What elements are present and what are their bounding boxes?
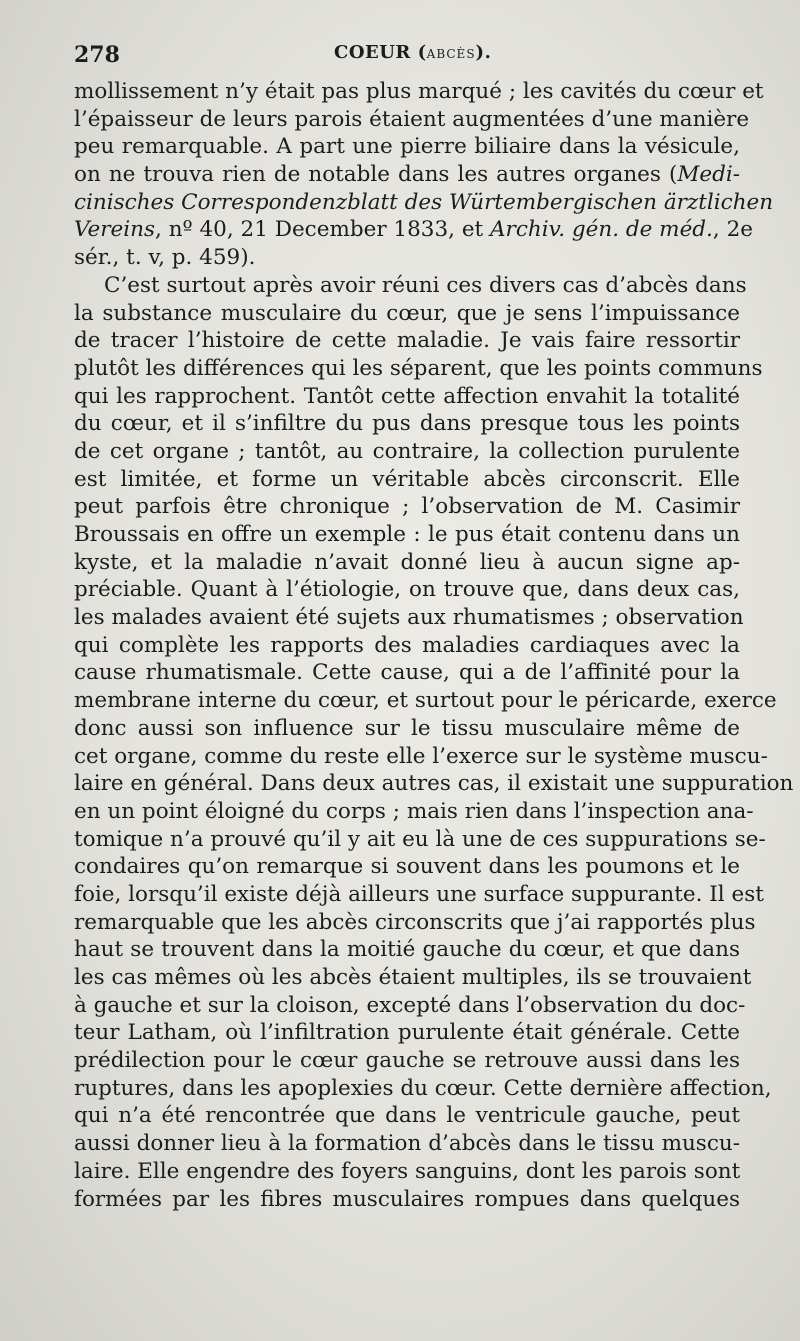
text-segment: on ne trouva rien de notable dans les autres organes ( [74,162,678,188]
page-number: 278 [74,42,120,68]
text-line [74,216,753,244]
text-line: haut se trouvent dans la moitié gauche du cœur, et que dans [74,937,740,963]
running-head-main: COEUR ( [334,42,427,63]
text-line: les malades avaient été sujets aux rhumatismes ; observation [74,605,744,631]
text-line: Broussais en offre un exemple : le pus était contenu dans un [74,522,740,547]
text-line: aussi donner lieu à la formation d’abcès dans le tissu muscu- [74,1131,740,1157]
text-line: teur Latham, où l’infiltration purulente était générale. Cette [74,1020,740,1046]
text-line: condaires qu’on remarque si souvent dans les poumons et le [74,854,740,880]
text-line: en un point éloigné du corps ; mais rien dans l’inspection ana- [74,798,754,824]
text-line: à gauche et sur la cloison, excepté dans l’observation du doc- [74,992,746,1018]
text-line: donc aussi son influence sur le tissu musculaire même de [74,715,740,741]
body-text [74,78,794,1213]
text-line: qui complète les rapports des maladies cardiaques avec la [74,632,740,658]
text-line: membrane interne du cœur, et surtout pour le péricarde, exerce [74,688,777,714]
text-line: laire. Elle engendre des foyers sanguins, dont les parois sont [74,1158,741,1184]
text-segment: , 2e [712,217,753,243]
text-line [74,161,740,189]
running-head-close: ). [475,42,492,63]
text-line: plutôt les différences qui les séparent, que les points communs [74,355,763,381]
text-line: cet organe, comme du reste elle l’exerce sur le système muscu- [74,743,768,769]
text-line: laire en général. Dans deux autres cas, il existait une suppuration [74,771,794,797]
text-line: qui n’a été rencontrée que dans le ventricule gauche, peut [74,1103,740,1129]
paragraph-start-line: C’est surtout après avoir réuni ces divers cas d’abcès dans [104,272,747,298]
text-line: mollissement n’y était pas plus marqué ; les cavités du cœur et [74,79,764,104]
text-line: la substance musculaire du cœur, que je sens l’impuissance [74,300,740,326]
italic-citation: Archiv. gén. de méd. [490,217,713,243]
text-line: sér., t. v, p. 459). [74,245,256,271]
text-line: l’épaisseur de leurs parois étaient augmentées d’une manière [74,106,750,132]
text-line: ruptures, dans les apoplexies du cœur. Cette dernière affection, [74,1075,772,1101]
text-line: kyste, et la maladie n’avait donné lieu à aucun signe ap- [74,549,740,575]
running-head [334,42,491,63]
text-line: prédilection pour le cœur gauche se retrouve aussi dans les [74,1048,740,1074]
text-line: formées par les fibres musculaires rompues dans quelques [74,1186,740,1212]
text-line: de tracer l’histoire de cette maladie. Je vais faire ressortir [74,328,740,354]
text-line: cinisches Correspondenzblatt des Würtembergischen ärztlichen [74,189,774,215]
italic-citation: Medi- [677,162,740,188]
text-line: les cas mêmes où les abcès étaient multiples, ils se trouvaient [74,965,752,990]
italic-citation: Vereins [74,217,156,243]
text-line: remarquable que les abcès circonscrits que j’ai rapportés plus [74,909,756,935]
text-line: peut parfois être chronique ; l’observation de M. Casimir [74,494,740,520]
text-line: cause rhumatismale. Cette cause, qui a de l’affinité pour la [74,660,740,686]
text-line: est limitée, et forme un véritable abcès circonscrit. Elle [74,466,740,492]
running-head-sub: ABCÈS [426,47,476,61]
text-line: préciable. Quant à l’étiologie, on trouve que, dans deux cas, [74,577,740,603]
text-line: tomique n’a prouvé qu’il y ait eu là une de ces suppurations se- [74,826,766,852]
text-line: peu remarquable. A part une pierre biliaire dans la vésicule, [74,134,740,160]
text-segment: , nº 40, 21 December 1833, et [155,217,484,243]
text-line: qui les rapprochent. Tantôt cette affection envahit la totalité [74,383,740,409]
text-line: de cet organe ; tantôt, au contraire, la collection purulente [74,438,740,464]
text-line: du cœur, et il s’infiltre du pus dans presque tous les points [74,411,740,437]
text-line: foie, lorsqu’il existe déjà ailleurs une surface suppurante. Il est [74,881,764,907]
page-header [74,42,740,74]
